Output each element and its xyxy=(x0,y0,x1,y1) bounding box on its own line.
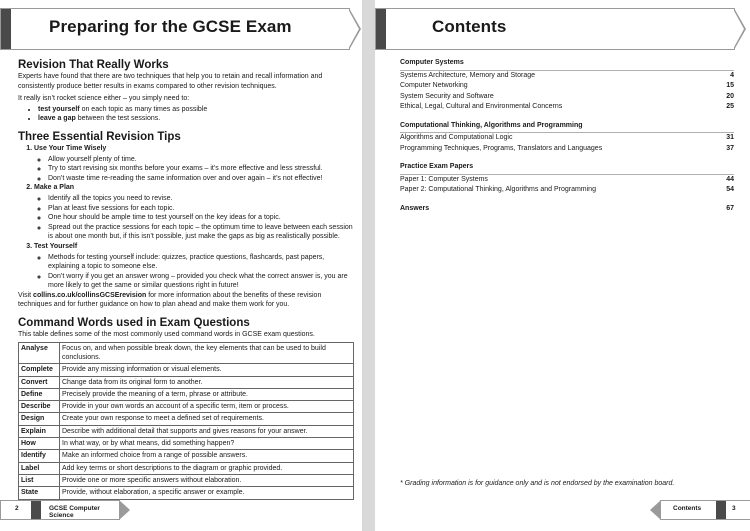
command-row xyxy=(19,364,354,376)
command-row xyxy=(19,438,354,450)
tip-item: 3. Test Yourself ◦ Methods for testing yourself include: quizzes, practice questions, flashcards, past papers, explaining a topic to someone else. ◦ Don’t worry if you get an answer wrong – provided you check what the correct answer is, you are more likely to get the same or similar questions right in future! xyxy=(34,242,354,291)
toc-entry-title: Algorithms and Computational Logic xyxy=(400,134,513,141)
command-definition: Focus on, and when possible break down, the key elements that can be used to build conclusions. xyxy=(60,342,354,364)
tips-list xyxy=(18,144,354,291)
toc-answers-page: 67 xyxy=(726,204,734,212)
left-title-banner xyxy=(0,8,350,50)
command-definition: Provide in your own words an account of a specific term, item or process. xyxy=(60,401,354,413)
command-word: How xyxy=(19,438,60,450)
visit-paragraph: Visit collins.co.uk/collinsGCSErevision for more information about the benefits of these revision techniques and for further guidance on how to plan ahead and make them work for you. xyxy=(18,291,322,309)
contents-title: Contents xyxy=(432,17,507,36)
revision-heading: Revision That Really Works xyxy=(18,59,169,71)
toc-entry-title: Programming Techniques, Programs, Translators and Languages xyxy=(400,144,603,152)
command-row xyxy=(19,388,354,400)
page-gutter xyxy=(362,0,375,531)
tip-point: ◦ Don’t worry if you get an answer wrong – provided you check what the correct answer is, you are more likely to get the same or similar questions right in future! xyxy=(48,272,354,291)
left-content xyxy=(18,58,354,500)
command-row xyxy=(19,474,354,486)
page-number: 2 xyxy=(15,505,19,512)
tip-point: ◦ Don’t waste time re-reading the same information over and over again – it’s not effective! xyxy=(48,174,354,184)
grading-note: * Grading information is for guidance only and is not endorsed by the examination board. xyxy=(400,480,675,487)
intro-paragraph-2: It really isn’t rocket science either – you simply need to: xyxy=(18,95,190,103)
command-word: Analyse xyxy=(19,342,60,364)
command-row xyxy=(19,401,354,413)
toc-entry[interactable] xyxy=(400,71,734,82)
tip-point: ◦ Identify all the topics you need to revise. xyxy=(48,194,354,204)
command-definition: Describe with additional detail that supports and gives reasons for your answer. xyxy=(60,425,354,437)
toc-entry-page: 54 xyxy=(726,186,734,193)
toc-entry-title: Ethical, Legal, Cultural and Environmental Concerns xyxy=(400,103,563,110)
command-definition: Precisely provide the meaning of a term, phrase or attribute. xyxy=(60,388,354,400)
tip-item: 1. Use Your Time Wisely ◦ Allow yourself plenty of time. ◦ Try to start revising six months before your exams – it’s more effective and less stressful. ◦ Don’t waste time re-reading the same information over and over again – it’s not effective! xyxy=(34,144,354,183)
toc-entry[interactable] xyxy=(400,81,734,92)
toc-entry[interactable] xyxy=(400,102,734,113)
toc-entry[interactable] xyxy=(400,175,734,186)
banner-arrow xyxy=(734,8,746,50)
toc-entry-title: System Security and Software xyxy=(400,92,494,100)
command-word: Label xyxy=(19,462,60,474)
collins-link[interactable]: collins.co.uk/collinsGCSErevision xyxy=(33,291,147,299)
table-of-contents xyxy=(400,58,734,214)
toc-entry-title: Computer Networking xyxy=(400,82,468,89)
right-title-banner xyxy=(375,8,735,50)
command-row xyxy=(19,376,354,388)
command-row xyxy=(19,487,354,499)
toc-entry[interactable] xyxy=(400,185,734,196)
footer-label: GCSE Computer Science xyxy=(49,505,100,519)
command-word: State xyxy=(19,487,60,499)
tip-item: 2. Make a Plan ◦ Identify all the topics you need to revise. ◦ Plan at least five sessions for each topic. ◦ One hour should be ample time to test yourself on the key ideas for a topic. ◦ Spread out the practice sessions for each topic – the optimum time to leave between each session is about one month but, if this isn’t possible, just make the gaps as big as realistically possible. xyxy=(34,183,354,242)
command-definition: In what way, or by what means, did something happen? xyxy=(60,438,354,450)
tip-point: ◦ One hour should be ample time to test yourself on the key ideas for a topic. xyxy=(48,213,354,223)
command-definition: Provide, without elaboration, a specific answer or example. xyxy=(60,487,354,499)
command-definition: Change data from its original form to another. xyxy=(60,376,354,388)
command-definition: Make an informed choice from a range of possible answers. xyxy=(60,450,354,462)
command-definition: Create your own response to meet a defined set of requirements. xyxy=(60,413,354,425)
command-row xyxy=(19,342,354,364)
intro-paragraph: Experts have found that there are two techniques that help you to retain and recall information and consistently produce better results in exams compared to other revision techniques. xyxy=(18,73,323,90)
left-footer xyxy=(0,500,120,520)
toc-entry-page: 31 xyxy=(726,134,734,141)
command-intro: This table defines some of the most commonly used command words in GCSE exam questions. xyxy=(18,331,315,339)
toc-entry-page: 4 xyxy=(730,71,734,79)
page-title: Preparing for the GCSE Exam xyxy=(49,17,292,36)
command-row xyxy=(19,413,354,425)
technique-item: • test yourself on each topic as many times as possible xyxy=(38,105,354,115)
page-number: 3 xyxy=(732,505,736,512)
toc-entry-page: 20 xyxy=(726,92,734,100)
command-row xyxy=(19,450,354,462)
command-words-table xyxy=(18,342,354,500)
command-word: Convert xyxy=(19,376,60,388)
tip-point: ◦ Try to start revising six months before your exams – it’s more effective and less stressful. xyxy=(48,164,354,174)
tips-heading: Three Essential Revision Tips xyxy=(18,130,181,143)
command-heading: Command Words used in Exam Questions xyxy=(18,317,250,330)
command-definition: Provide any missing information or visual elements. xyxy=(60,364,354,376)
toc-answers-label: Answers xyxy=(400,204,430,212)
toc-entry[interactable] xyxy=(400,92,734,103)
tip-point: ◦ Methods for testing yourself include: quizzes, practice questions, flashcards, past papers, explaining a topic to someone else. xyxy=(48,253,354,272)
tip-point: ◦ Spread out the practice sessions for each topic – the optimum time to leave between each session is about one month but, if this isn’t possible, just make the gaps as big as realistically possible. xyxy=(48,223,354,242)
toc-section-heading: Computer Systems xyxy=(400,59,464,66)
tip-point: ◦ Plan at least five sessions for each topic. xyxy=(48,204,354,214)
toc-entry-title: Paper 2: Computational Thinking, Algorithms and Programming xyxy=(400,186,596,193)
toc-entry-page: 15 xyxy=(726,82,734,89)
toc-entry-page: 37 xyxy=(726,144,734,152)
command-definition: Provide one or more specific answers without elaboration. xyxy=(60,474,354,486)
toc-entry-title: Systems Architecture, Memory and Storage xyxy=(400,71,535,79)
command-row xyxy=(19,462,354,474)
toc-entry[interactable] xyxy=(400,133,734,144)
toc-section-heading: Computational Thinking, Algorithms and Programming xyxy=(400,121,583,129)
toc-entry-page: 25 xyxy=(726,103,734,110)
command-word: Design xyxy=(19,413,60,425)
command-word: Define xyxy=(19,388,60,400)
tip-point: ◦ Allow yourself plenty of time. xyxy=(48,155,354,165)
toc-entry-page: 44 xyxy=(726,175,734,183)
command-word: Identify xyxy=(19,450,60,462)
footer-label: Contents xyxy=(673,505,702,512)
toc-entry[interactable] xyxy=(400,144,734,155)
right-footer xyxy=(660,500,750,520)
command-definition: Add key terms or short descriptions to the diagram or graphic provided. xyxy=(60,462,354,474)
command-row xyxy=(19,425,354,437)
command-word: Complete xyxy=(19,364,60,376)
command-word: List xyxy=(19,474,60,486)
command-word: Describe xyxy=(19,401,60,413)
banner-arrow xyxy=(349,8,361,50)
toc-section-heading: Practice Exam Papers xyxy=(400,163,474,170)
command-word: Explain xyxy=(19,425,60,437)
footer-arrow xyxy=(119,500,130,520)
technique-item: • leave a gap between the test sessions. xyxy=(38,114,354,124)
toc-answers[interactable] xyxy=(400,204,734,215)
toc-entry-title: Paper 1: Computer Systems xyxy=(400,175,488,183)
technique-list xyxy=(18,105,354,124)
